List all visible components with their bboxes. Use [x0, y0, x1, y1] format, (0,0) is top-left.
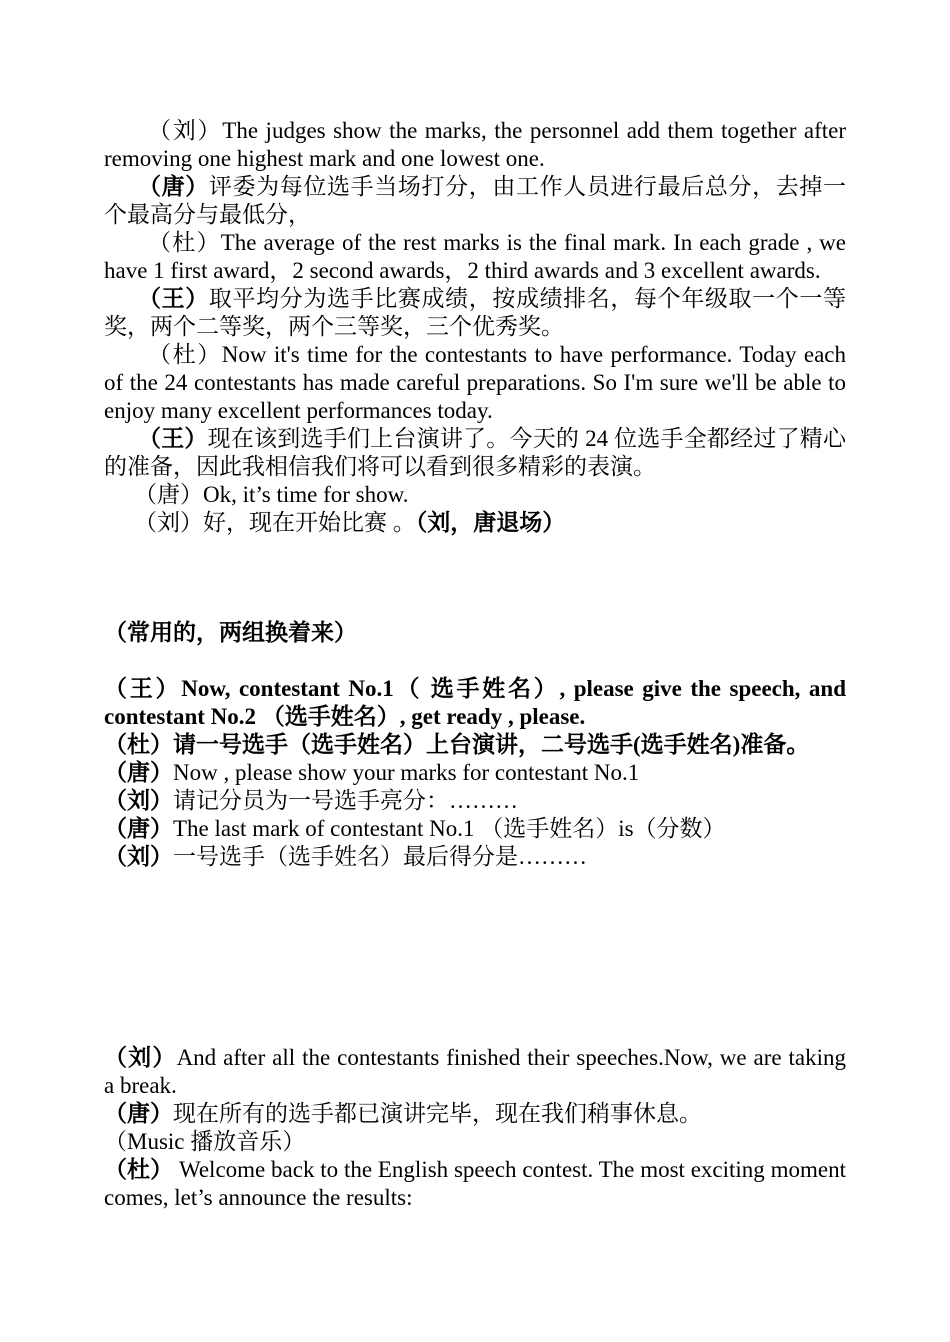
paragraph-text: Now it's time for the contestants to have performance. Today each of the 24 contestants has made careful preparations. So I'm sure we'll be able to enjoy many excellent performances today. — [104, 342, 846, 423]
line-text: 请记分员为一号选手亮分：……… — [173, 788, 518, 813]
speaker-label: （杜） — [148, 230, 221, 255]
spacer — [104, 871, 846, 1044]
stage-direction: （刘，唐退场） — [415, 510, 566, 535]
line-text: Welcome back to the English speech contest. The most exciting moment comes, let’s announce the results: — [104, 1157, 846, 1210]
speaker-label: （王） — [138, 286, 209, 311]
loop-line — [104, 759, 846, 787]
line-text: The last mark of contestant No.1 （选手姓名）is（分数） — [173, 816, 726, 841]
line-text: （Music 播放音乐） — [104, 1129, 306, 1154]
speaker-label: （王） — [104, 676, 182, 701]
paragraph — [104, 173, 846, 229]
line-text: And after all the contestants finished their speeches.Now, we are taking a break. — [104, 1045, 847, 1098]
closing-line — [104, 1128, 846, 1156]
speaker-label: （杜） — [104, 1157, 174, 1182]
paragraph — [104, 481, 846, 509]
speaker-label: （刘） — [104, 1045, 177, 1070]
paragraph-text: 取平均分为选手比赛成绩，按成绩排名，每个年级取一个一等奖，两个二等奖，两个三等奖，三个优秀奖。 — [104, 286, 847, 339]
line-text: Now , please show your marks for contestant No.1 — [173, 760, 640, 785]
speaker-label: （唐） — [104, 1101, 173, 1126]
paragraph-text: 现在该到选手们上台演讲了。今天的 24 位选手全都经过了精心的准备，因此我相信我们将可以看到很多精彩的表演。 — [104, 426, 847, 479]
closing-line — [104, 1044, 846, 1100]
paragraph — [104, 341, 846, 425]
line-text: 现在所有的选手都已演讲完毕，现在我们稍事休息。 — [173, 1101, 702, 1126]
speaker-label: （唐） — [134, 482, 203, 507]
paragraph — [104, 117, 846, 173]
closing-line — [104, 1156, 846, 1212]
speaker-label: （刘） — [104, 844, 173, 869]
paragraph — [104, 425, 846, 481]
paragraph-text: Ok, it’s time for show. — [203, 482, 409, 507]
speaker-label: （刘） — [148, 118, 223, 143]
closing-line — [104, 1100, 846, 1128]
spacer — [104, 537, 846, 619]
speaker-label: （杜） — [104, 732, 173, 757]
loop-line — [104, 843, 846, 871]
paragraph — [104, 229, 846, 285]
paragraph-text: 好，现在开始比赛 。 — [203, 510, 416, 535]
spacer — [104, 647, 846, 675]
paragraph — [104, 509, 846, 537]
document-page — [104, 117, 846, 1212]
paragraph-text: The average of the rest marks is the final mark. In each grade , we have 1 first award，2 second awards，2 third awards and 3 excellent awards. — [104, 230, 847, 283]
speaker-label: （王） — [138, 426, 208, 451]
line-text: 一号选手（选手姓名）最后得分是……… — [173, 844, 587, 869]
paragraph — [104, 285, 846, 341]
paragraph-text: 评委为每位选手当场打分，由工作人员进行最后总分，去掉一个最高分与最低分， — [104, 174, 847, 227]
loop-line — [104, 787, 846, 815]
section-note: （常用的，两组换着来） — [104, 620, 357, 645]
line-text: Now, contestant No.1（ 选手姓名）, please give the speech, and contestant No.2 （选手姓名）, get ready , please. — [104, 676, 846, 729]
speaker-label: （唐） — [104, 816, 173, 841]
loop-line — [104, 675, 846, 731]
speaker-label: （唐） — [138, 174, 209, 199]
speaker-label: （杜） — [148, 342, 222, 367]
speaker-label: （刘） — [104, 788, 173, 813]
loop-line — [104, 731, 846, 759]
loop-line — [104, 815, 846, 843]
paragraph-text: The judges show the marks, the personnel add them together after removing one highest mark and one lowest one. — [104, 118, 846, 171]
speaker-label: （刘） — [134, 510, 203, 535]
line-text: 请一号选手（选手姓名）上台演讲，二号选手(选手姓名)准备。 — [173, 732, 810, 757]
speaker-label: （唐） — [104, 760, 173, 785]
